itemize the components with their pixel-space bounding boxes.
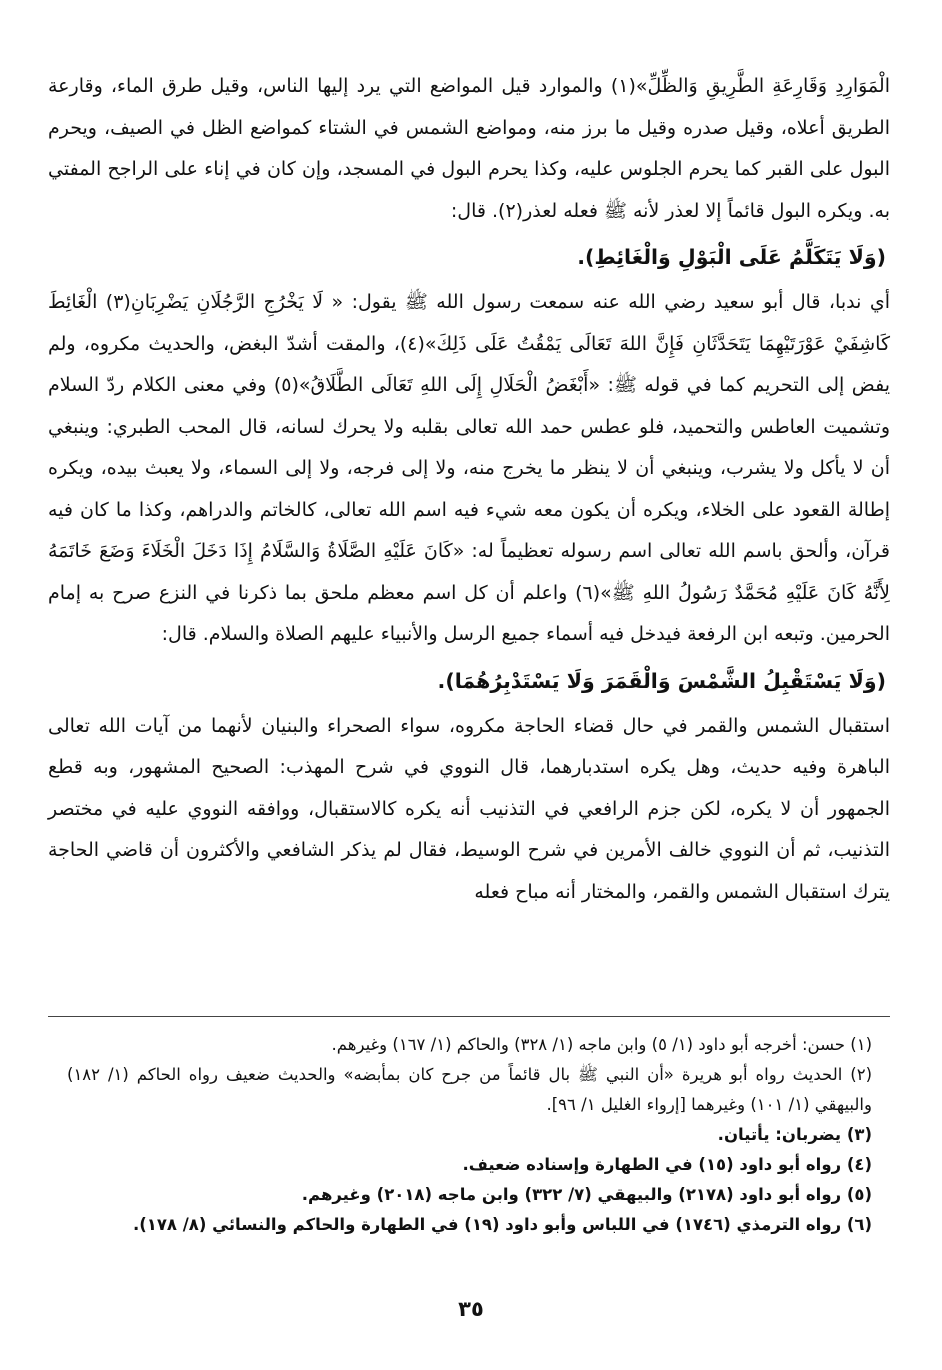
footnote: (٦) رواه الترمذي (١٧٤٦) في اللباس وأبو داود (١٩) في الطهارة والحاكم والنسائي (٨/ ١٧٨).: [132, 1215, 872, 1234]
footnote: (٤) رواه أبو داود (١٥) في الطهارة وإسناده ضعيف.: [462, 1155, 872, 1174]
main-text: [48, 66, 890, 913]
footnote: (٣) يضربان: يأتيان.: [717, 1125, 872, 1144]
commentary-paragraph: أي ندبا، قال أبو سعيد رضي الله عنه سمعت رسول الله ﷺ يقول: « لَا يَخْرُجِ الرَّجُلَانِ يَضْرِبَانِ(٣) الْغَائِطَ كَاشِفَيْ عَوْرَتَيْهِمَا يَتَحَدَّثَانِ فَإِنَّ اللهَ تَعَالَى يَمْقُتُ عَلَى ذَلِكَ»(٤)، والمقت أشدّ البغض، والحديث مكروه، ولم يفض إلى التحريم كما في قوله ﷺ: «أَبْغَضُ الْحَلَالِ إِلَى اللهِ تَعَالَى الطَّلَاقُ»(٥) وفي معنى الكلام ردّ السلام وتشميت العاطس والتحميد، فلو عطس حمد الله تعالى بقلبه ولا يحرك لسانه، قال المحب الطبري: وينبغي أن لا يأكل ولا يشرب، وينبغي أن لا ينظر ما يخرج منه، ولا إلى فرجه، ولا إلى السماء، ولا يعبث بيده، ويكره إطالة القعود على الخلاء، ويكره أن يكون معه شيء فيه اسم الله تعالى، كالخاتم والدراهم، وكذا ما كان فيه قرآن، وألحق باسم الله تعالى اسم رسوله تعظيماً له: «كَانَ عَلَيْهِ الصَّلَاةُ وَالسَّلَامُ إِذَا دَخَلَ الْخَلَاءَ وَضَعَ خَاتَمَهُ لِأَنَّهُ كَانَ عَلَيْهِ مُحَمَّدٌ رَسُولُ اللهِ ﷺ»(٦) واعلم أن كل اسم معظم ملحق بما ذكرنا في النزع صرح به إمام الحرمين. وتبعه ابن الرفعة فيدخل فيه أسماء جميع الرسل والأنبياء عليهم الصلاة والسلام. قال:: [48, 291, 890, 645]
footnote: (٢) الحديث رواه أبو هريرة «أن النبي ﷺ بال قائماً من جرح كان بمأبضه» والحديث ضعيف رواه الحاكم (١/ ١٨٢) والبيهقي (١/ ١٠١) وغيرهما [إرواء الغليل ١/ ٩٦].: [67, 1065, 872, 1114]
commentary-paragraph: استقبال الشمس والقمر في حال قضاء الحاجة مكروه، سواء الصحراء والبنيان لأنهما من آيات الله تعالى الباهرة وفيه حديث، وهل يكره استدبارهما، قال النووي في شرح المهذب: الصحيح المشهور، وبه قطع الجمهور أن لا يكره، لكن جزم الرافعي في التذنيب أنه يكره كالاستقبال، ووافقه النووي عليه في مختصر التذنيب، ثم أن النووي خالف الأمرين في شرح الوسيط، فقال لم يذكر الشافعي والأكثرون أن قاضي الحاجة يترك استقبال الشمس والقمر، والمختار أنه مباح فعله: [48, 714, 890, 903]
footnote: (١) حسن: أخرجه أبو داود (١/ ٥) وابن ماجه (١/ ٣٢٨) والحاكم (١/ ١٦٧) وغيرهم.: [331, 1035, 872, 1054]
page-number: ٣٥: [458, 1297, 484, 1321]
footnote: (٥) رواه أبو داود (٢١٧٨) والبيهقي (٧/ ٣٢٢) وابن ماجه (٢٠١٨) وغيرهم.: [301, 1185, 872, 1204]
commentary-paragraph: الْمَوَارِدِ وَقَارِعَةِ الطَّرِيقِ وَالظِّلِّ»(١) والموارد قيل المواضع التي يرد إليها الناس، وقيل طرق الماء، وقارعة الطريق أعلاه، وقيل صدره وقيل ما برز منه، ومواضع الشمس في الشتاء كمواضع الظل في الصيف، ويحرم البول على القبر كما يحرم الجلوس عليه، وكذا يحرم البول في المسجد، وإن كان في إناء على الراجح المفتي به. ويكره البول قائماً إلا لعذر لأنه ﷺ فعله لعذر(٢). قال:: [48, 75, 890, 222]
matn-line: (وَلَا يَسْتَقْبِلُ الشَّمْسَ وَالْقَمَرَ وَلَا يَسْتَدْبِرُهُمَا).: [437, 668, 886, 693]
footnote-separator: [48, 1016, 890, 1017]
matn-line: (وَلَا يَتَكَلَّمُ عَلَى الْبَوْلِ وَالْغَائِطِ).: [577, 245, 886, 269]
footnotes: [67, 1030, 872, 1240]
